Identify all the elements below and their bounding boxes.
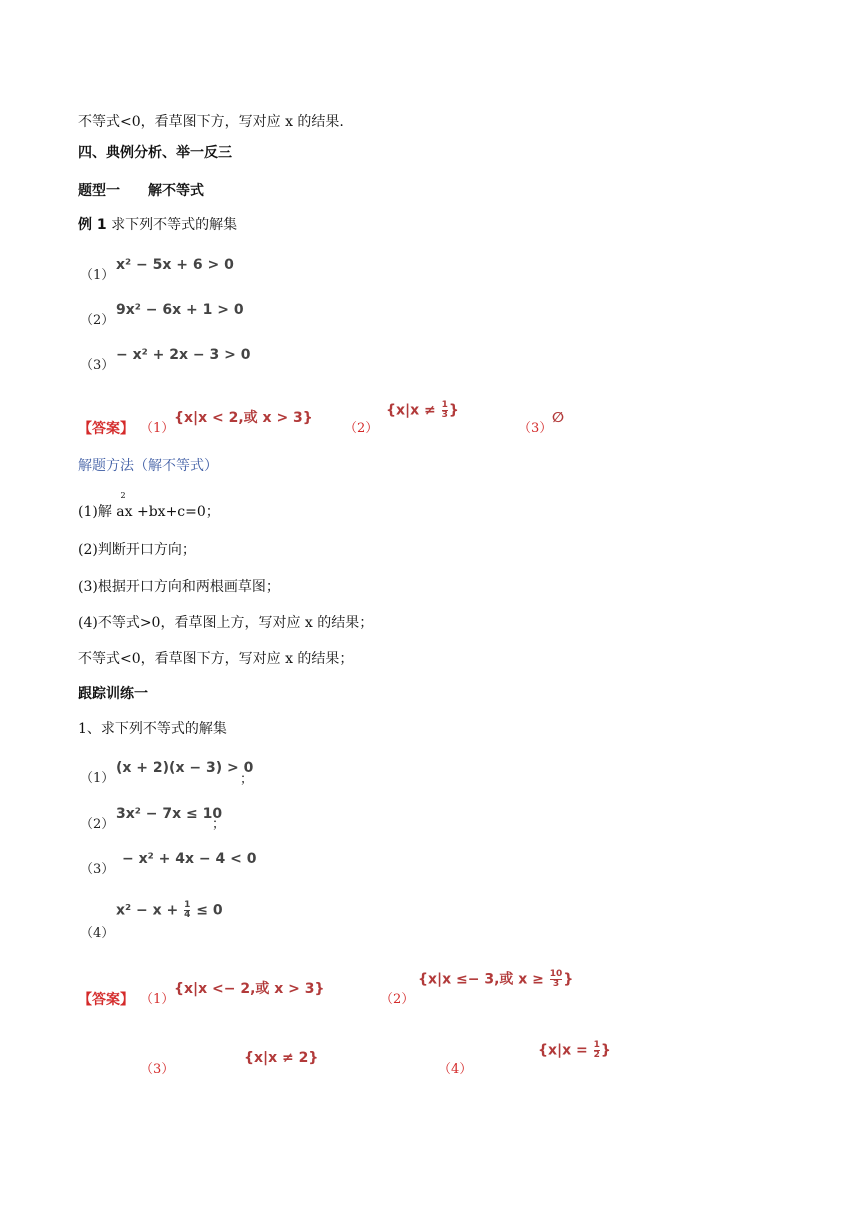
example-1-line [78,216,237,234]
intro-tail-line: 不等式<0，看草图下方，写对应 x 的结果. [78,114,344,130]
fraction-denominator: 3 [552,979,560,989]
method-step-3: (3)根据开口方向和两根画草图； [78,579,280,595]
training-item-expression: − x² + 4x − 4 < 0 [122,851,257,867]
type-heading: 题型一 解不等式 [78,183,204,199]
answer-number: （3） [140,1062,175,1077]
answer-tag: 【答案】 [78,421,134,437]
answer-expression: {x|x < 2,或 x > 3} [174,410,313,426]
fraction-denominator: 4 [184,910,191,920]
fraction-numerator: 1 [593,1040,600,1050]
answer-expression: {x|x <− 2,或 x > 3} [174,981,325,997]
training-item-expression: 3x² − 7x ≤ 10 [116,806,223,822]
training-item-number: （3） [80,862,115,877]
section-heading: 四、典例分析、举一反三 [78,145,232,161]
answer-number: （2） [344,421,379,436]
example-1-label: 例 1 [78,217,107,233]
example-item-expression: − x² + 2x − 3 > 0 [116,347,251,363]
training-item-number: （1） [80,771,115,786]
answer-expression: {x|x ≠ $\frac{1}{3}$ } [386,400,459,420]
example-item-number: （3） [80,358,115,373]
answer-number: （4） [438,1062,473,1077]
training-question: 1、求下列不等式的解集 [78,721,227,737]
method-step-1-tail: +bx+c=0； [136,504,220,520]
example-1-text: 求下列不等式的解集 [111,217,238,233]
superscript-2: 2 [120,491,126,500]
method-step-1 [78,491,220,521]
method-step-5: 不等式<0，看草图下方，写对应 x 的结果； [78,651,354,667]
answer-number: （1） [140,992,175,1007]
example-item-number: （1） [80,268,115,283]
answer-number: （2） [380,992,415,1007]
fraction-numerator: 1 [184,900,191,910]
training-item-expression: x² − x + $\frac{1}{4}$ ≤ 0 [116,900,223,920]
training-item-semicolon: ； [212,817,226,832]
training-item-expression: (x + 2)(x − 3) > 0 [116,760,254,776]
answer-expression: ∅ [552,410,564,426]
method-step-4: (4)不等式>0，看草图上方，写对应 x 的结果； [78,615,374,631]
training-heading: 跟踪训练一 [78,686,148,702]
method-step-2: (2)判断开口方向； [78,542,196,558]
training-item-semicolon: ； [240,772,254,787]
method-step-1-text: (1)解 ax [78,504,133,520]
example-item-number: （2） [80,313,115,328]
answer-expression: {x|x ≤− 3,或 x ≥ $\frac{10}{3}$ } [418,969,574,989]
answer-tag: 【答案】 [78,992,134,1008]
fraction-numerator: 1 [441,400,448,410]
example-item-expression: 9x² − 6x + 1 > 0 [116,302,244,318]
training-item-number: （2） [80,817,115,832]
fraction-denominator: 2 [593,1050,600,1060]
answer-number: （1） [140,421,175,436]
fraction-denominator: 3 [441,410,448,420]
fraction-numerator: 10 [549,969,563,979]
example-item-expression: x² − 5x + 6 > 0 [116,257,234,273]
method-title: 解题方法（解不等式） [78,458,218,474]
training-item-number: （4） [80,926,115,941]
answer-expression: {x|x ≠ 2} [244,1050,319,1066]
answer-expression: {x|x = $\frac{1}{2}$ } [538,1040,611,1060]
answer-number: （3） [518,421,553,436]
